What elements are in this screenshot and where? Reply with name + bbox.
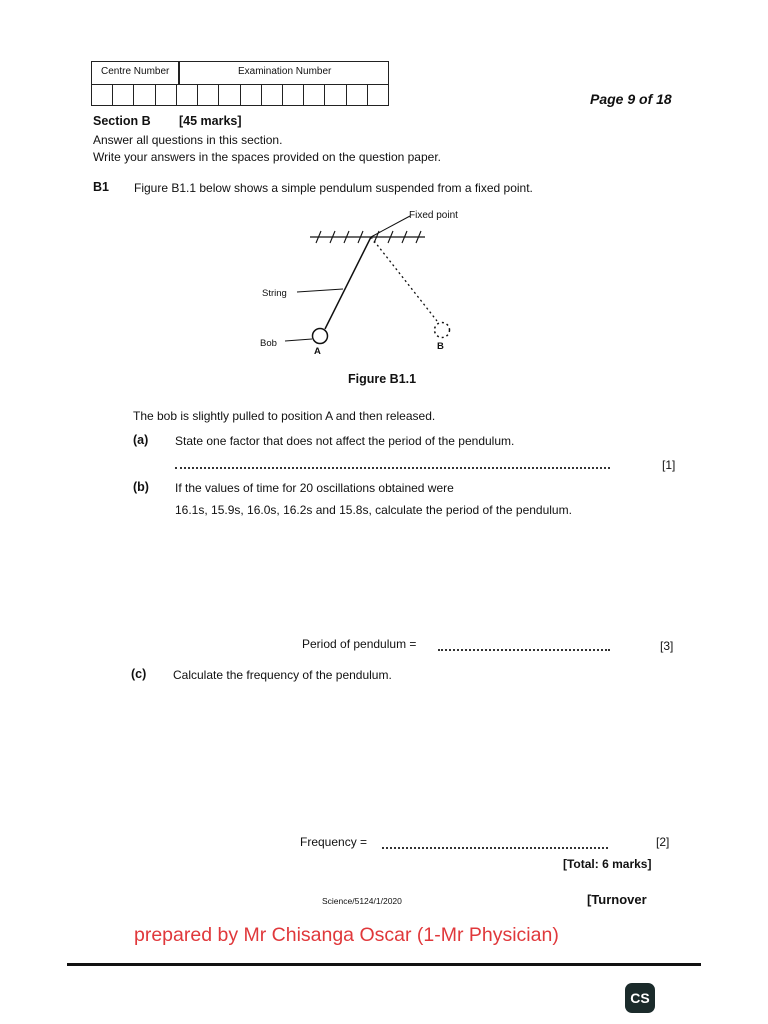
number-cell[interactable] [325,85,346,105]
fixed-point-pointer [371,216,410,237]
question-intro: Figure B1.1 below shows a simple pendulum suspended from a fixed point. [134,181,533,195]
question-stem: The bob is slightly pulled to position A and then released. [133,409,436,423]
centre-number-label: Centre Number [101,66,170,77]
number-cell[interactable] [134,85,155,105]
number-cell[interactable] [368,85,388,105]
section-instruction-2: Write your answers in the spaces provided on the question paper. [93,150,441,164]
position-a-label: A [314,346,321,357]
candidate-number-box [91,61,389,106]
frequency-answer-label: Frequency = [300,835,368,849]
part-a-text: State one factor that does not affect the period of the pendulum. [175,434,515,448]
number-cell[interactable] [198,85,219,105]
number-cell[interactable] [177,85,198,105]
string-label: String [262,288,287,299]
part-b-text: If the values of time for 20 oscillations obtained were [175,481,454,495]
period-answer-line[interactable] [438,649,610,651]
part-c-marks: [2] [656,835,670,849]
bob-label: Bob [260,338,277,349]
dotted-string-b [371,237,437,321]
string-pointer [297,289,343,292]
footer-rule [67,963,701,966]
section-instruction-1: Answer all questions in this section. [93,133,283,147]
question-number: B1 [93,180,109,194]
number-cell[interactable] [113,85,134,105]
number-cell[interactable] [283,85,304,105]
header-separator [178,62,180,84]
question-total: [Total: 6 marks] [563,857,652,871]
part-c-label: (c) [131,667,147,681]
page-number: Page 9 of 18 [590,91,672,107]
number-cell[interactable] [156,85,177,105]
paper-code: Science/5124/1/2020 [322,896,402,906]
bob-position-b [435,323,450,338]
number-cell[interactable] [92,85,113,105]
author-watermark: prepared by Mr Chisanga Oscar (1-Mr Physician) [134,924,559,946]
part-c-text: Calculate the frequency of the pendulum. [173,668,392,682]
frequency-answer-line[interactable] [382,847,608,849]
fixed-point-label: Fixed point [409,210,458,221]
part-b-data: 16.1s, 15.9s, 16.0s, 16.2s and 15.8s, calculate the period of the pendulum. [175,503,572,517]
part-b-label: (b) [133,480,149,494]
number-cell[interactable] [304,85,325,105]
number-cell[interactable] [347,85,368,105]
position-b-label: B [437,341,444,352]
pendulum-string [325,237,371,329]
part-a-marks: [1] [662,458,676,472]
number-cell[interactable] [219,85,240,105]
number-cell[interactable] [262,85,283,105]
period-answer-label: Period of pendulum = [302,637,417,651]
examination-number-label: Examination Number [238,66,332,77]
camscanner-logo-icon: CS [625,983,655,1013]
number-cell[interactable] [241,85,262,105]
figure-caption: Figure B1.1 [348,372,417,386]
pendulum-figure [250,200,480,360]
section-marks: [45 marks] [179,114,242,128]
section-title: Section B [93,114,151,128]
number-entry-cells [92,85,388,105]
bob-position-a [313,329,328,344]
part-a-label: (a) [133,433,149,447]
turnover-label: [Turnover [587,892,647,907]
candidate-box-header-row [92,62,388,85]
part-b-marks: [3] [660,639,674,653]
bob-pointer [285,339,312,341]
part-a-answer-line[interactable] [175,467,610,469]
